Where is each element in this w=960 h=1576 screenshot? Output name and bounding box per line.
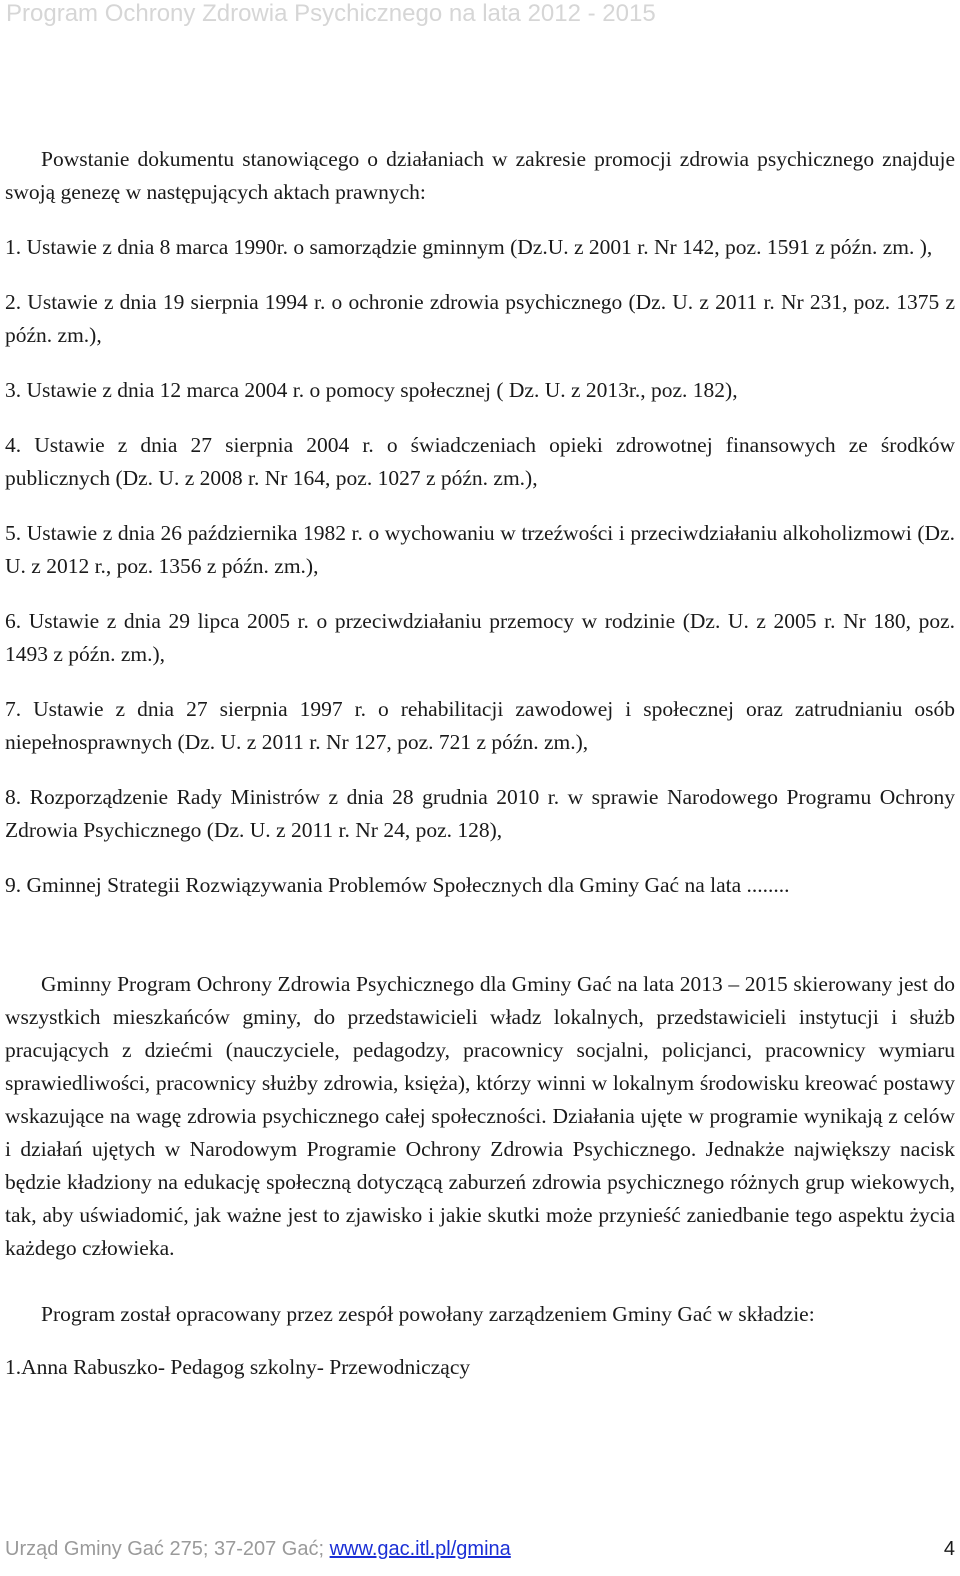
legal-act-item-2: 2. Ustawie z dnia 19 sierpnia 1994 r. o ochronie zdrowia psychicznego (Dz. U. z 2011 r. Nr 231, poz. 1375 z późn. zm.), [5,290,955,347]
legal-act-item-5: 5. Ustawie z dnia 26 października 1982 r. o wychowaniu w trzeźwości i przeciwdziałaniu alkoholizmowi (Dz. U. z 2012 r., poz. 1356 z późn. zm.), [5,521,955,578]
intro-paragraph: Powstanie dokumentu stanowiącego o działaniach w zakresie promocji zdrowia psychicznego znajduje swoją genezę w następujących aktach prawnych: [5,147,955,204]
page-footer [5,1536,955,1562]
document-body [5,143,955,1384]
document-header-title: Program Ochrony Zdrowia Psychicznego na lata 2012 - 2015 [6,0,656,27]
footer-website-link[interactable]: www.gac.itl.pl/gmina [329,1538,511,1560]
legal-act-item-1: 1. Ustawie z dnia 8 marca 1990r. o samorządzie gminnym (Dz.U. z 2001 r. Nr 142, poz. 1591 z późn. zm. ), [5,235,933,259]
footer-address: Urząd Gminy Gać 275; 37-207 Gać; [5,1538,330,1560]
legal-act-item-4: 4. Ustawie z dnia 27 sierpnia 2004 r. o świadczeniach opieki zdrowotnej finansowych ze środków publicznych (Dz. U. z 2008 r. Nr 164, poz. 1027 z późn. zm.), [5,433,955,490]
footer-contact [5,1536,511,1562]
legal-act-item-8: 8. Rozporządzenie Rady Ministrów z dnia 28 grudnia 2010 r. w sprawie Narodowego Programu Ochrony Zdrowia Psychicznego (Dz. U. z 2011 r. Nr 24, poz. 128), [5,785,955,842]
legal-act-item-9: 9. Gminnej Strategii Rozwiązywania Problemów Społecznych dla Gminy Gać na lata ........ [5,873,790,897]
page-number: 4 [943,1538,955,1560]
program-description-paragraph: Gminny Program Ochrony Zdrowia Psychicznego dla Gminy Gać na lata 2013 – 2015 skierowany jest do wszystkich mieszkańców gminy, do przedstawicieli władz lokalnych, przedstawicieli instytucji i służb pracujących z dziećmi (nauczyciele, pedagodzy, pracownicy socjalni, policjanci, pracownicy wymiaru sprawiedliwości, pracownicy służby zdrowia, księża), którzy winni w lokalnym środowisku kreować postawy wskazujące na wagę zdrowia psychicznego całej społeczności. Działania ujęte w programie wynikają z celów i działań ujętych w Narodowym Programie Ochrony Zdrowia Psychicznego. Jednakże największy nacisk będzie kładziony na edukację społeczną dotyczącą zaburzeń zdrowia psychicznego różnych grup wiekowych, tak, aby uświadomić, jak ważne jest to zjawisko i jakie skutki może przynieść zaniedbanie tego aspektu życia każdego człowieka. [5,972,955,1260]
legal-act-item-7: 7. Ustawie z dnia 27 sierpnia 1997 r. o rehabilitacji zawodowej i społecznej oraz zatrudnianiu osób niepełnosprawnych (Dz. U. z 2011 r. Nr 127, poz. 721 z późn. zm.), [5,697,955,754]
team-member-item: 1.Anna Rabuszko- Pedagog szkolny- Przewodniczący [5,1355,471,1379]
legal-act-item-3: 3. Ustawie z dnia 12 marca 2004 r. o pomocy społecznej ( Dz. U. z 2013r., poz. 182), [5,378,738,402]
team-paragraph: Program został opracowany przez zespół powołany zarządzeniem Gminy Gać w składzie: [41,1302,815,1326]
legal-act-item-6: 6. Ustawie z dnia 29 lipca 2005 r. o przeciwdziałaniu przemocy w rodzinie (Dz. U. z 2005 r. Nr 180, poz. 1493 z późn. zm.), [5,609,955,666]
